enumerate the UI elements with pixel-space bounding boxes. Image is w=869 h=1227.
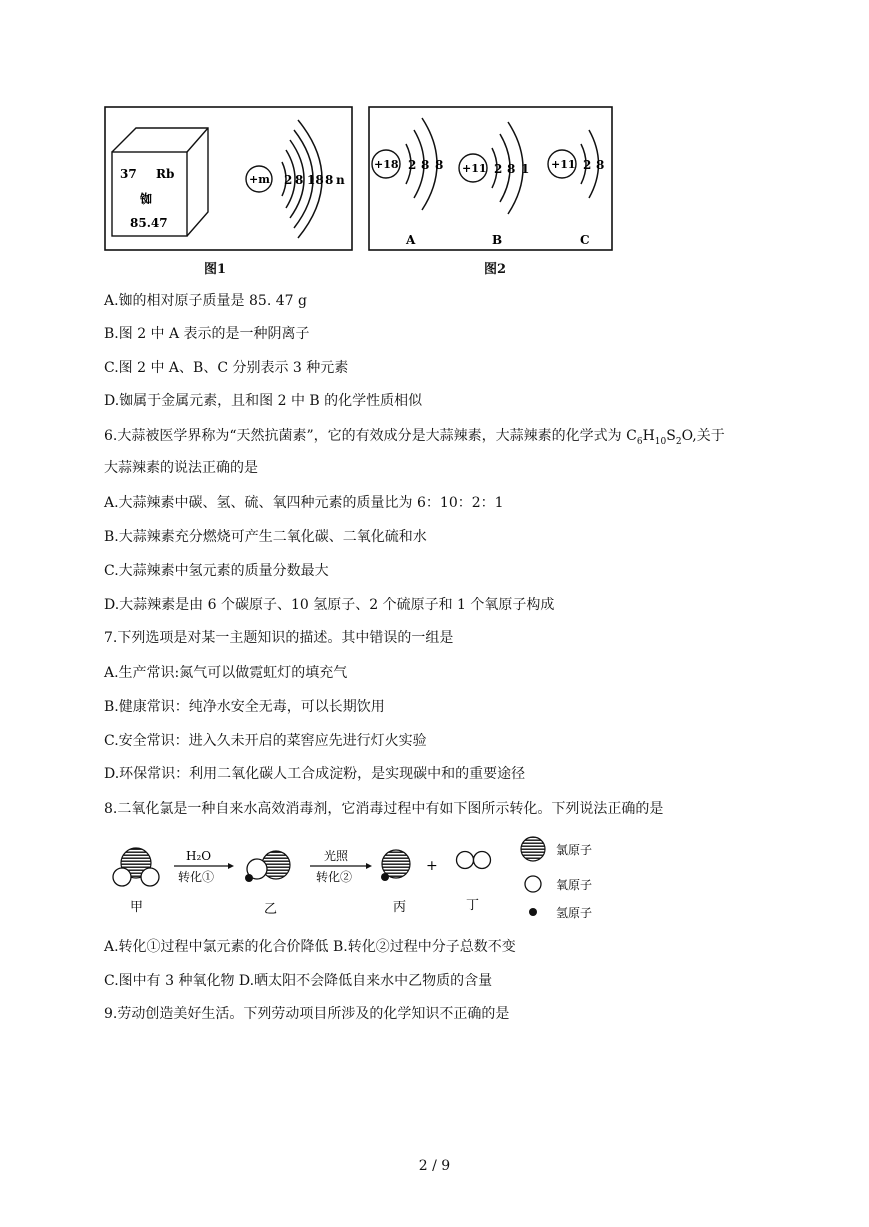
q8-options-line2: C.图中有 3 种氧化物 D.晒太阳不会降低自来水中乙物质的含量 [104, 973, 493, 989]
q6-option-c: C.大蒜辣素中氢元素的质量分数最大 [104, 563, 329, 579]
rb-shell-2: 8 [295, 173, 304, 187]
arrow2-top: 光照 [324, 849, 349, 863]
rb-shell-5: n [336, 173, 345, 187]
arrow2-bottom: 转化② [316, 870, 353, 884]
particle-c-label: C [580, 233, 590, 247]
atomic-mass: 85.47 [130, 216, 168, 230]
figure-1-caption: 图1 [204, 262, 227, 277]
label-yi: 乙 [264, 902, 278, 917]
legend [521, 837, 592, 920]
particle-c-nucleus: +11 [551, 158, 576, 171]
rb-shell-1: 2 [284, 173, 293, 187]
particle-a-label: A [406, 233, 416, 247]
label-bing: 丙 [393, 900, 407, 915]
q9-stem: 9.劳动创造美好生活。下列劳动项目所涉及的化学知识不正确的是 [104, 1006, 510, 1022]
particle-b-label: B [492, 233, 503, 247]
particle-b-shell-1: 2 [494, 162, 503, 176]
legend-chlorine: 氯原子 [556, 843, 593, 857]
label-jia: 甲 [130, 900, 144, 915]
q6-stem-line2: 大蒜辣素的说法正确的是 [104, 460, 258, 476]
rb-shell-3: 18 [307, 173, 324, 187]
label-ding: 丁 [466, 898, 480, 913]
q7-option-c: C.安全常识：进入久未开启的菜窖应先进行灯火实验 [104, 733, 427, 749]
figure-2-particles [368, 106, 614, 252]
rb-nucleus: +m [249, 173, 270, 186]
q5-option-d: D.铷属于金属元素，且和图 2 中 B 的化学性质相似 [104, 393, 423, 409]
molecule-ding [457, 852, 491, 869]
q8-options-line1: A.转化①过程中氯元素的化合价降低 B.转化②过程中分子总数不变 [104, 939, 516, 955]
q6-stem-line1 [104, 427, 725, 451]
particle-b-shell-3: 1 [521, 162, 530, 176]
particle-a-shell-2: 8 [421, 158, 430, 172]
legend-oxygen: 氧原子 [556, 878, 593, 892]
figure-1-rubidium [104, 106, 354, 252]
q5-option-c: C.图 2 中 A、B、C 分别表示 3 种元素 [104, 360, 349, 376]
particle-a-nucleus: +18 [374, 158, 399, 171]
legend-hydrogen: 氢原子 [556, 906, 593, 920]
q6-option-b: B.大蒜辣素充分燃烧可产生二氧化碳、二氧化硫和水 [104, 529, 427, 545]
q6-option-d: D.大蒜辣素是由 6 个碳原子、10 氢原子、2 个硫原子和 1 个氧原子构成 [104, 597, 555, 613]
q5-option-a: A.铷的相对原子质量是 85. 47 g [104, 293, 307, 309]
q6-option-a: A.大蒜辣素中碳、氢、硫、氧四种元素的质量比为 6：10：2：1 [104, 495, 504, 511]
particle-a-shell-1: 2 [408, 158, 417, 172]
particle-c-shell-2: 8 [596, 158, 605, 172]
particle-b-nucleus: +11 [462, 162, 487, 175]
element-symbol: Rb [156, 167, 175, 181]
q7-option-a: A.生产常识:氮气可以做霓虹灯的填充气 [104, 665, 348, 681]
q7-option-b: B.健康常识：纯净水安全无毒，可以长期饮用 [104, 699, 385, 715]
q7-stem: 7.下列选项是对某一主题知识的描述。其中错误的一组是 [104, 630, 454, 646]
particle-a-shell-3: 8 [435, 158, 444, 172]
particle-b-shell-2: 8 [507, 162, 516, 176]
q8-reaction-diagram [104, 833, 624, 925]
rb-shell-4: 8 [325, 173, 334, 187]
particle-c-shell-1: 2 [583, 158, 592, 172]
molecule-jia [113, 848, 159, 886]
q5-option-b: B.图 2 中 A 表示的是一种阴离子 [104, 326, 310, 342]
molecule-yi [245, 851, 290, 882]
page-number: 2 / 9 [418, 1158, 451, 1174]
q6-stem-part2: ,关于 [692, 428, 725, 444]
arrow1-top: H₂O [186, 849, 212, 863]
figure-2-caption: 图2 [484, 262, 507, 277]
plus-sign: + [426, 858, 438, 874]
q6-stem-part1: 6.大蒜被医学界称为“天然抗菌素”，它的有效成分是大蒜辣素，大蒜辣素的化学式为 [104, 428, 627, 444]
molecule-bing [381, 850, 410, 881]
arrow1-bottom: 转化① [178, 870, 215, 884]
q8-stem: 8.二氧化氯是一种自来水高效消毒剂，它消毒过程中有如下图所示转化。下列说法正确的是 [104, 801, 664, 817]
q6-formula: $C_6H_{10}S_2O$ [626, 428, 693, 447]
element-name: 铷 [140, 192, 153, 206]
atomic-number: 37 [120, 167, 137, 181]
q7-option-d: D.环保常识：利用二氧化碳人工合成淀粉，是实现碳中和的重要途径 [104, 766, 526, 782]
